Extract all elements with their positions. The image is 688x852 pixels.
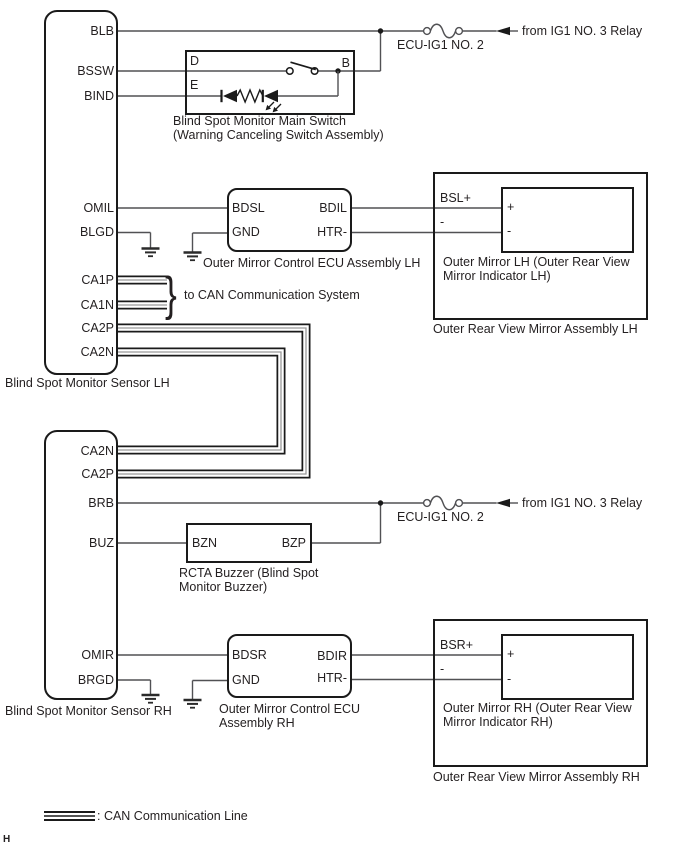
pin-indicator-minus-rh: - (507, 672, 512, 686)
ecu-lh-caption: Outer Mirror Control ECU Assembly LH (203, 256, 421, 270)
ground-icon (184, 253, 202, 261)
can-stub-label: to CAN Communication System (184, 288, 360, 302)
pin-ca1n: CA1N (80, 298, 114, 312)
pin-bsl-minus: - (440, 215, 445, 229)
buzzer-caption-1: RCTA Buzzer (Blind Spot (179, 566, 319, 580)
fuse-label-top: ECU-IG1 NO. 2 (397, 38, 484, 52)
wire-gnd-rh (193, 681, 228, 700)
pin-blgd: BLGD (79, 225, 114, 239)
main-switch-box (185, 50, 355, 115)
arrow-icon (496, 499, 510, 507)
ecu-rh-box (227, 634, 352, 698)
pin-htr-rh: HTR- (317, 671, 347, 685)
pin-gnd-rh: GND (232, 673, 260, 687)
pin-brgd: BRGD (77, 673, 114, 687)
pin-bind: BIND (84, 89, 114, 103)
mirror-assembly-lh-caption: Outer Rear View Mirror Assembly LH (433, 322, 638, 336)
ecu-rh-caption-2: Assembly RH (219, 716, 295, 730)
pin-omir: OMIR (81, 648, 114, 662)
pin-omil: OMIL (83, 201, 114, 215)
pin-ca2n-rh: CA2N (80, 444, 114, 458)
junction-dot (378, 500, 383, 505)
pin-buz: BUZ (89, 536, 114, 550)
source-label-top: from IG1 NO. 3 Relay (522, 24, 643, 38)
pin-brb: BRB (88, 496, 114, 510)
pin-indicator-minus-lh: - (507, 224, 512, 238)
pin-bsr-plus: BSR+ (440, 638, 474, 652)
junction-dot (378, 28, 383, 33)
pin-e: E (190, 78, 199, 92)
pin-bssw: BSSW (77, 64, 114, 78)
ecu-lh-box (227, 188, 352, 252)
wire-brgd (118, 680, 151, 694)
arrow-icon (496, 27, 510, 35)
wire-gnd-lh (193, 233, 228, 252)
pin-ca1p: CA1P (81, 273, 114, 287)
pin-indicator-plus-rh: + (507, 647, 515, 661)
mirror-lh-caption-2: Mirror Indicator LH) (443, 269, 551, 283)
mirror-lh-caption-1: Outer Mirror LH (Outer Rear View (443, 255, 630, 269)
fuse-icon (424, 24, 463, 38)
pin-bzp: BZP (281, 536, 306, 550)
sensor-rh-caption: Blind Spot Monitor Sensor RH (5, 704, 172, 718)
ground-icon (184, 700, 202, 708)
pin-ca2p-rh: CA2P (81, 467, 114, 481)
mirror-assembly-rh-caption: Outer Rear View Mirror Assembly RH (433, 770, 640, 784)
pin-d: D (190, 54, 200, 68)
sensor-lh-caption: Blind Spot Monitor Sensor LH (5, 376, 170, 390)
can-band-loop-inner (118, 352, 281, 450)
pin-b: B (341, 56, 350, 70)
pin-bdil: BDIL (319, 201, 347, 215)
pin-bsr-minus: - (440, 662, 445, 676)
fuse-icon (424, 496, 463, 510)
pin-bzn: BZN (192, 536, 217, 550)
fuse-label-bottom: ECU-IG1 NO. 2 (397, 510, 484, 524)
pin-indicator-plus-lh: + (507, 200, 515, 214)
pin-blb: BLB (90, 24, 114, 38)
pin-bdir: BDIR (317, 649, 347, 663)
ecu-rh-caption-1: Outer Mirror Control ECU (219, 702, 360, 716)
pin-htr-lh: HTR- (317, 225, 347, 239)
buzzer-caption-2: Monitor Buzzer) (179, 580, 268, 594)
pin-gnd-lh: GND (232, 225, 260, 239)
mirror-indicator-lh-box (501, 187, 634, 253)
legend-can-label: : CAN Communication Line (97, 809, 248, 823)
main-switch-caption-1: Blind Spot Monitor Main Switch (173, 114, 346, 128)
ground-icon (142, 249, 160, 257)
brace-glyph: } (165, 267, 177, 320)
pin-bdsr: BDSR (232, 648, 267, 662)
pin-ca2p: CA2P (81, 321, 114, 335)
pin-ca2n: CA2N (80, 345, 114, 359)
ground-icon (142, 695, 160, 703)
source-label-bottom: from IG1 NO. 3 Relay (522, 496, 643, 510)
main-switch-caption-2: (Warning Canceling Switch Assembly) (173, 128, 384, 142)
page-mark: H (3, 834, 11, 845)
mirror-rh-caption-2: Mirror Indicator RH) (443, 715, 553, 729)
pin-bdsl: BDSL (232, 201, 265, 215)
wire-blgd (118, 233, 151, 248)
mirror-rh-caption-1: Outer Mirror RH (Outer Rear View (443, 701, 632, 715)
pin-bsl-plus: BSL+ (440, 191, 471, 205)
mirror-indicator-rh-box (501, 634, 634, 700)
